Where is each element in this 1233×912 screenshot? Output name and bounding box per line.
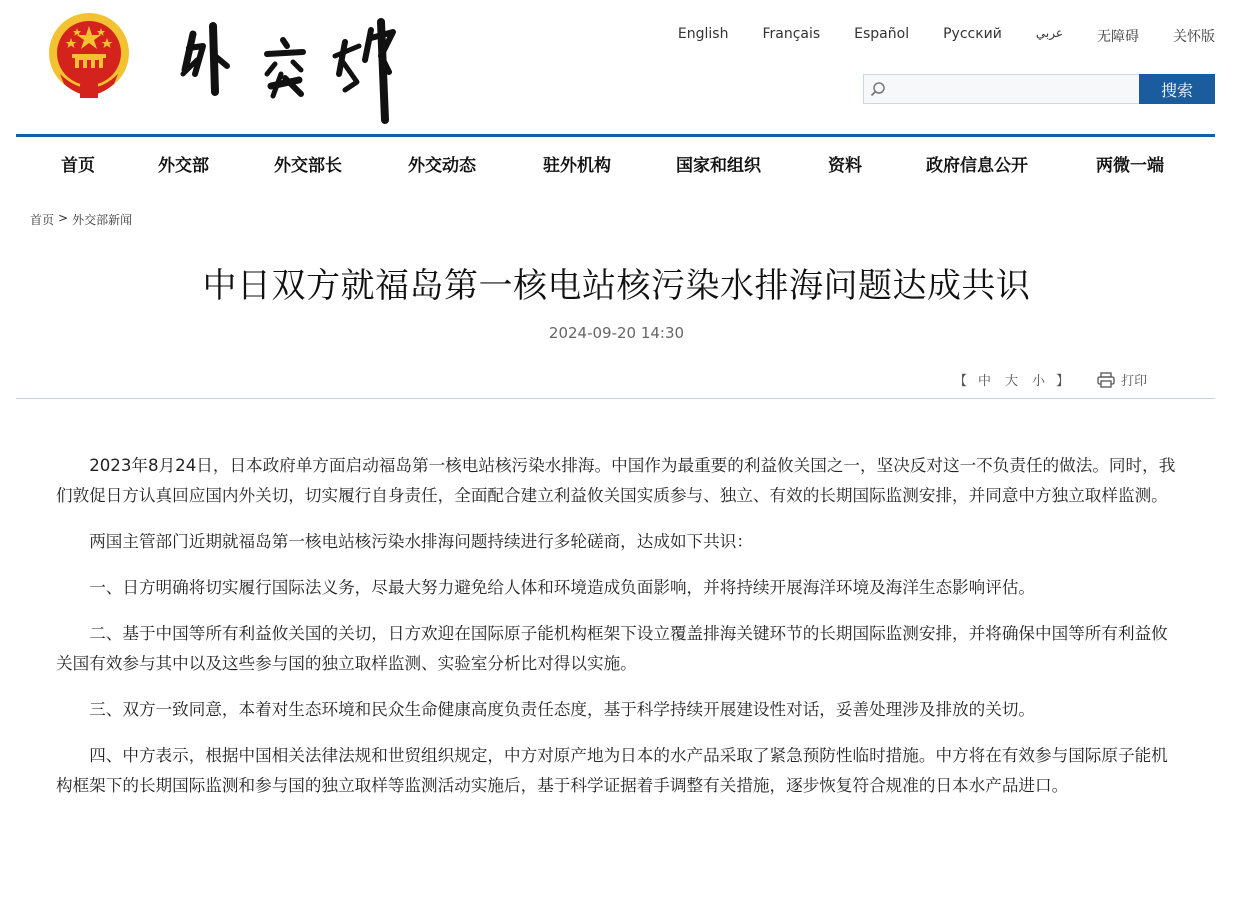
article-paragraph: 两国主管部门近期就福岛第一核电站核污染水排海问题持续进行多轮磋商，达成如下共识： (89, 532, 753, 551)
article-paragraph: 三、双方一致同意，本着对生态环境和民众生命健康高度负责任态度，基于科学持续开展建设性对话，妥善处理涉及排放的关切。 (89, 700, 1036, 719)
language-switcher (678, 26, 1215, 46)
article-paragraph: 一、日方明确将切实履行国际法义务，尽最大努力避免给人体和环境造成负面影响，并将持续开展海洋环境及海洋生态影响评估。 (89, 578, 1036, 597)
elderly-care-version-link[interactable]: 关怀版 (1173, 29, 1215, 45)
nav-item-countries-organizations[interactable]: 国家和组织 (676, 156, 761, 176)
font-size-small[interactable]: 小 (1032, 374, 1046, 389)
print-button[interactable] (1097, 370, 1147, 389)
nav-item-government-info[interactable]: 政府信息公开 (926, 156, 1028, 176)
article-paragraph: 四、中方表示，根据中国相关法律法规和世贸组织规定，中方对原产地为日本的水产品采取了紧急预防性临时措施。中方将在有效参与国际原子能机构框架下的长期国际监测和参与国的独立取样等监测活动实施后，基于科学证据着手调整有关措施，逐步恢复符合规准的日本水产品进口。 (56, 746, 1168, 795)
article-tools (950, 370, 1147, 389)
ministry-calligraphy-logo[interactable] (175, 12, 405, 124)
main-nav (16, 137, 1215, 187)
lang-arabic[interactable]: عربي (1035, 26, 1063, 40)
nav-item-foreign-minister[interactable]: 外交部长 (274, 156, 342, 176)
search-button[interactable]: 搜索 (1139, 74, 1215, 104)
national-emblem-logo[interactable] (46, 10, 132, 100)
article-paragraph: 二、基于中国等所有利益攸关国的关切，日方欢迎在国际原子能机构框架下设立覆盖排海关键环节的长期国际监测安排，并将确保中国等所有利益攸关国有效参与其中以及这些参与国的独立取样监测、实验室分析比对得以实施。 (56, 624, 1168, 673)
site-search (863, 74, 1215, 104)
font-size-medium[interactable]: 大 (1005, 374, 1019, 389)
lang-french[interactable]: Français (762, 26, 821, 42)
lang-english[interactable]: English (677, 26, 729, 42)
nav-item-diplomatic-news[interactable]: 外交动态 (408, 156, 476, 176)
nav-item-ministry[interactable]: 外交部 (158, 156, 209, 176)
lang-russian[interactable]: Русский (943, 26, 1002, 42)
nav-item-social-media[interactable]: 两微一端 (1096, 156, 1164, 176)
font-size-large[interactable]: 中 (978, 374, 992, 389)
article-paragraph: 2023年8月24日，日本政府单方面启动福岛第一核电站核污染水排海。中国作为最重要的利益攸关国之一，坚决反对这一不负责任的做法。同时，我们敦促日方认真回应国内外关切，切实履行自身责任，全面配合建立利益攸关国实质参与、独立、有效的长期国际监测安排，并同意中方独立取样监测。 (56, 456, 1176, 505)
breadcrumb-separator: > (58, 211, 69, 225)
title-divider (16, 398, 1215, 399)
article-body (56, 451, 1178, 817)
site-header (0, 0, 1233, 136)
search-box (863, 74, 1139, 104)
font-size-bracket-open: 【 (954, 374, 968, 389)
lang-spanish[interactable]: Español (854, 26, 910, 42)
search-input[interactable] (864, 75, 1139, 103)
font-size-bracket-close: 】 (1056, 374, 1070, 389)
breadcrumb-home[interactable]: 首页 (30, 213, 55, 227)
breadcrumb-current[interactable]: 外交部新闻 (72, 213, 133, 227)
article-title: 中日双方就福岛第一核电站核污染水排海问题达成共识 (202, 266, 1031, 306)
search-icon (870, 81, 886, 97)
nav-item-missions-abroad[interactable]: 驻外机构 (543, 156, 611, 176)
printer-icon (1097, 372, 1115, 388)
nav-item-resources[interactable]: 资料 (828, 156, 862, 176)
print-label: 打印 (1121, 374, 1148, 389)
breadcrumb (30, 211, 132, 228)
accessibility-link[interactable]: 无障碍 (1097, 29, 1139, 45)
nav-item-home[interactable]: 首页 (61, 156, 95, 176)
article-date: 2024-09-20 14:30 (548, 324, 685, 342)
